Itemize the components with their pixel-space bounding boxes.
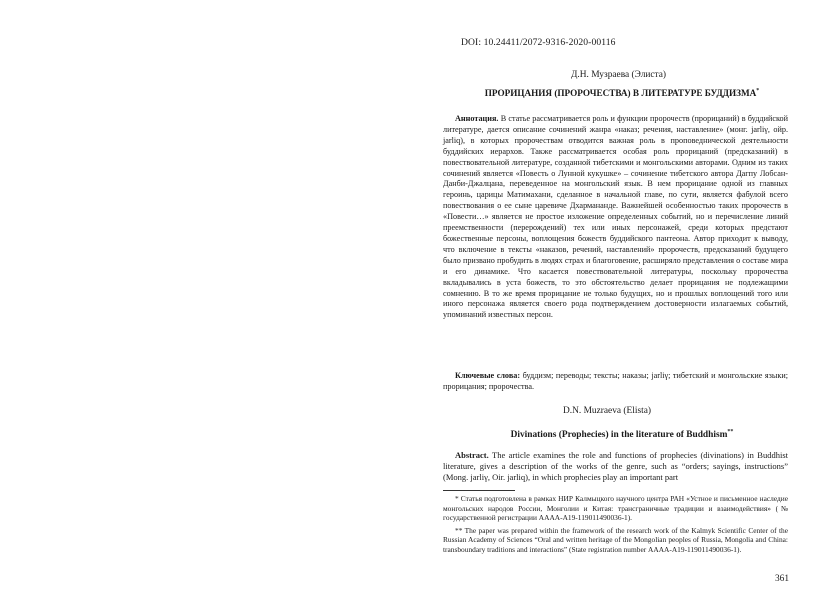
abstract-en-label: Abstract.	[455, 450, 489, 460]
title-en-text: Divinations (Prophecies) in the literature of Buddhism	[510, 430, 728, 440]
footnote-ru: * Статья подготовлена в рамках НИР Калмыцкого научного центра РАН «Устное и письменное наследие монгольских народов России, Монголии и Китая: трансграничные традиции и взаимодействия» (№ государственной регистрации АААА-А19-119011490036-1).	[443, 494, 788, 523]
title-en-footnote-mark: **	[727, 429, 734, 435]
abstract-ru-label: Аннотация.	[455, 114, 499, 123]
keywords-ru-text: буддизм; переводы; тексты; наказы; jarliγ; тибетский и монгольские языки; прорицания; пророчества.	[443, 371, 788, 391]
keywords-ru-label: Ключевые слова:	[455, 371, 521, 380]
footnotes	[443, 494, 788, 558]
article-title-ru	[457, 88, 787, 99]
title-ru-text: ПРОРИЦАНИЯ (ПРОРОЧЕСТВА) В ЛИТЕРАТУРЕ БУДДИЗМА	[484, 88, 757, 98]
doi-line: DOI: 10.24411/2072-9316-2020-00116	[461, 37, 616, 48]
author-ru: Д.Н. Музраева (Элиста)	[571, 70, 667, 80]
abstract-en-text: The article examines the role and functions of prophecies (divinations) in Buddhist literature, gives a description of the works of the genre, such as “orders; sayings, instructions” (Mong. jarliγ, Oir. jarliq), in which prophecies play an important part	[443, 450, 789, 483]
abstract-ru	[443, 114, 788, 321]
journal-page	[443, 38, 789, 598]
footnote-en: ** The paper was prepared within the framework of the research work of the Kalmyk Scientific Center of the Russian Academy of Sciences “Oral and written heritage of the Mongolian peoples of Russia, Mongolia and China: transboundary traditions and interactions” (State registration number АААА-А19-119011490036-1).	[443, 525, 788, 554]
article-title-en	[457, 430, 787, 441]
abstract-en	[443, 450, 788, 484]
page-number: 361	[774, 574, 789, 584]
abstract-ru-text: В статье рассматривается роль и функции пророчеств (прорицаний) в буддийской литературе, дается описание сочинений жанра «наказ; речения, наставление» (монг. jarliγ, ойр. jarliq), в которых пророчествам отводится важная роль в проповеднической деятельности буддийских иерархов. Также рассматривается особая роль прорицаний (предсказаний) в повествовательной литературе, созданной тибетскими и монгольскими авторами. Одним из таких сочинений является «Повесть о Лунной кукушке» – сочинение тибетского автора Дагпу Лобсан-Данби-Джалцана, переведенное на монгольский язык. В нем прорицание одной из главных героинь, царицы Матимахани, сделанное в начальной главе, по сути, является фабулой всего повествования о ее сыне царевиче Дхармананде. Важнейшей особенностью таких пророчеств в «Повести…» является не простое изложение определенных событий, но и перечисление линий преемственности (перерождений) тех или иных персонажей, среди которых предстают божественные персоны, воплощения божеств буддийского пантеона. Автор приходит к выводу, что включение в тексты «наказов, речений, наставлений» пророчеств, предсказаний будущего было призвано пробудить в людях страх и благоговение, расширяло представления о составе мира и его динамике. Что касается повествовательной литературы, поскольку пророчества вкладывались в уста божеств, то это обстоятельство делает прорицания не подлежащими сомнению. В то же время прорицание не только будущих, но и прошлых воплощений того или иного персонажа является своего рода подтверждением достоверности излагаемых событий, упоминаний известных персон.	[443, 114, 789, 320]
author-en: D.N. Muzraeva (Elista)	[563, 406, 651, 416]
keywords-ru	[443, 371, 788, 393]
footnote-divider	[443, 490, 515, 491]
title-ru-footnote-mark: *	[756, 88, 760, 94]
